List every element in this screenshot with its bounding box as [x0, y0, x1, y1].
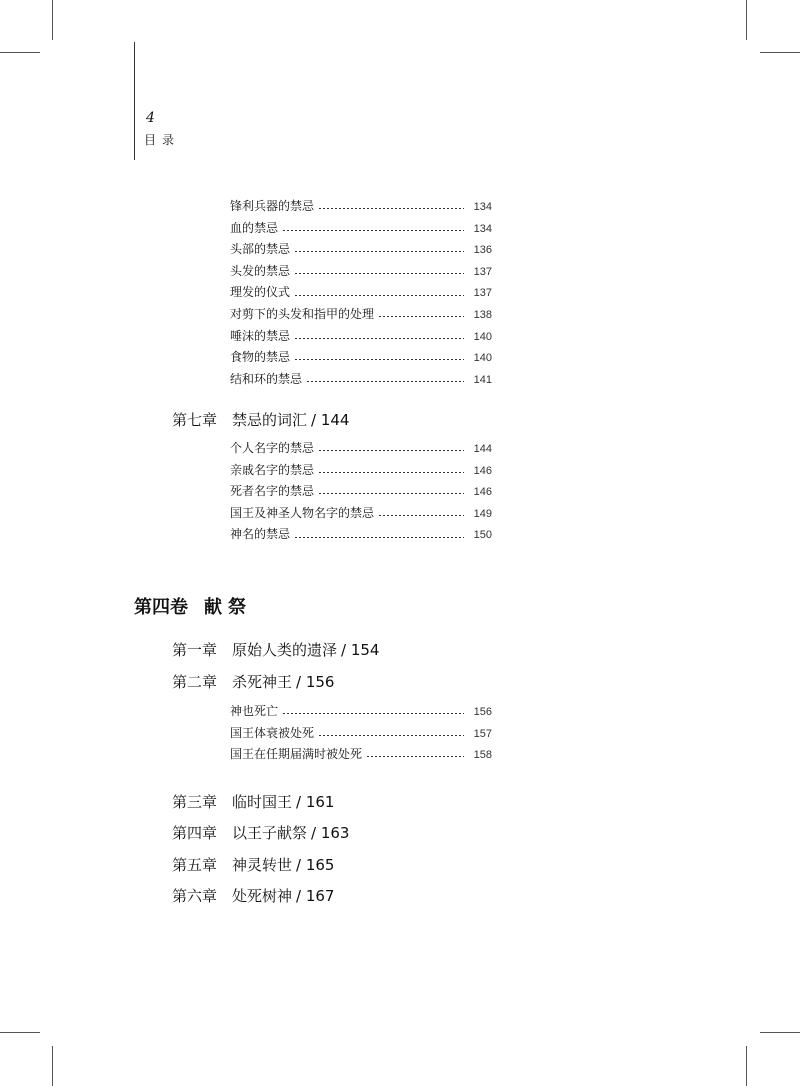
toc-entry[interactable] — [230, 744, 492, 766]
chapter-title: 以王子献祭 — [232, 824, 308, 842]
entry-title: 亲戚名字的禁忌 — [230, 462, 315, 477]
entry-title: 食物的禁忌 — [230, 350, 291, 365]
dot-leader — [282, 713, 464, 714]
entry-page-number: 136 — [473, 244, 492, 257]
chapter-heading[interactable] — [172, 821, 349, 845]
crop-mark — [760, 52, 800, 53]
chapter-label: 第五章 — [172, 856, 218, 874]
entry-title: 对剪下的头发和指甲的处理 — [230, 306, 375, 321]
chapter-title: 禁忌的词汇 — [232, 411, 308, 429]
entry-title: 国王及神圣人物名字的禁忌 — [230, 505, 375, 520]
crop-mark — [52, 1046, 53, 1086]
part-heading[interactable] — [134, 594, 252, 622]
entry-page-number: 134 — [473, 222, 492, 235]
chapter-heading[interactable] — [172, 790, 334, 814]
toc-entry[interactable] — [230, 218, 492, 240]
toc-entry[interactable] — [230, 347, 492, 369]
entry-page-number: 146 — [473, 464, 492, 477]
dot-leader — [294, 537, 464, 538]
chapter-heading[interactable] — [172, 638, 379, 662]
chapter-title: 神灵转世 — [232, 856, 293, 874]
chapter-page: / 163 — [311, 824, 350, 842]
dot-leader — [318, 472, 464, 473]
chapter-page: / 156 — [296, 673, 335, 691]
entry-page-number: 156 — [473, 706, 492, 718]
entry-title: 国王体衰被处死 — [230, 725, 315, 740]
entry-page-number: 140 — [473, 352, 492, 365]
toc-entry[interactable] — [230, 481, 492, 503]
chapter-page: / 154 — [341, 641, 380, 659]
dot-leader — [294, 338, 464, 339]
page-number: 4 — [146, 110, 155, 126]
chapter-label: 第一章 — [172, 641, 218, 659]
entry-title: 神名的禁忌 — [230, 527, 291, 542]
toc-entry[interactable] — [230, 196, 492, 218]
header-rule — [134, 42, 135, 160]
crop-mark — [746, 1046, 747, 1086]
dot-leader — [294, 359, 464, 360]
chapter-label: 第六章 — [172, 887, 218, 905]
dot-leader — [378, 316, 464, 317]
dot-leader — [318, 735, 464, 736]
entry-title: 头发的禁忌 — [230, 263, 291, 278]
part-label: 第四卷 — [134, 597, 188, 618]
entry-page-number: 157 — [473, 727, 492, 740]
entry-title: 血的禁忌 — [230, 220, 279, 235]
dot-leader — [282, 230, 464, 231]
dot-leader — [294, 273, 464, 274]
chapter-title: 原始人类的遗泽 — [232, 641, 338, 659]
entry-page-number: 138 — [473, 308, 492, 321]
chapter-heading[interactable] — [172, 884, 334, 908]
chapter-title: 临时国王 — [232, 793, 293, 811]
toc-entry[interactable] — [230, 701, 492, 723]
entry-title: 神也死亡 — [230, 704, 279, 718]
chapter-page: / 167 — [296, 887, 335, 905]
toc-entry[interactable] — [230, 261, 492, 283]
toc-entry[interactable] — [230, 369, 492, 391]
dot-leader — [318, 493, 464, 494]
entry-page-number: 141 — [473, 373, 492, 386]
chapter-heading[interactable] — [172, 670, 334, 694]
toc-entry[interactable] — [230, 326, 492, 348]
entry-page-number: 137 — [473, 287, 492, 300]
toc-entry[interactable] — [230, 282, 492, 304]
entry-page-number: 137 — [473, 265, 492, 278]
crop-mark — [746, 0, 747, 40]
section-list — [230, 701, 492, 766]
chapter-heading[interactable] — [172, 408, 349, 432]
dot-leader — [318, 208, 464, 209]
entry-title: 结和环的禁忌 — [230, 371, 303, 386]
crop-mark — [0, 1032, 40, 1033]
toc-entry[interactable] — [230, 503, 492, 525]
toc-entry[interactable] — [230, 723, 492, 745]
entry-page-number: 134 — [473, 201, 492, 213]
part-title: 献祭 — [204, 597, 252, 618]
toc-entry[interactable] — [230, 304, 492, 326]
dot-leader — [294, 295, 464, 296]
chapter-label: 第七章 — [172, 411, 218, 429]
toc-entry[interactable] — [230, 239, 492, 261]
entry-page-number: 144 — [473, 443, 492, 455]
crop-mark — [760, 1032, 800, 1033]
chapter-page: / 144 — [311, 411, 350, 429]
entry-title: 个人名字的禁忌 — [230, 441, 315, 455]
chapter-label: 第四章 — [172, 824, 218, 842]
chapter-label: 第二章 — [172, 673, 218, 691]
crop-mark — [52, 0, 53, 40]
running-title: 目录 — [144, 133, 181, 147]
entry-title: 唾沫的禁忌 — [230, 328, 291, 343]
dot-leader — [366, 756, 464, 757]
toc-entry[interactable] — [230, 524, 492, 546]
chapter-page: / 165 — [296, 856, 335, 874]
entry-title: 锋利兵器的禁忌 — [230, 199, 315, 213]
chapter-heading[interactable] — [172, 853, 334, 877]
entry-page-number: 149 — [473, 507, 492, 520]
toc-entry[interactable] — [230, 438, 492, 460]
dot-leader — [378, 515, 464, 516]
section-list — [230, 196, 492, 390]
entry-title: 理发的仪式 — [230, 285, 291, 300]
section-list — [230, 438, 492, 546]
entry-title: 死者名字的禁忌 — [230, 484, 315, 499]
entry-page-number: 146 — [473, 486, 492, 499]
chapter-title: 处死树神 — [232, 887, 293, 905]
entry-title: 国王在任期届满时被处死 — [230, 747, 363, 762]
dot-leader — [318, 450, 464, 451]
dot-leader — [294, 251, 464, 252]
chapter-label: 第三章 — [172, 793, 218, 811]
toc-entry[interactable] — [230, 460, 492, 482]
entry-page-number: 158 — [473, 749, 492, 762]
entry-page-number: 150 — [473, 529, 492, 542]
dot-leader — [306, 381, 464, 382]
entry-page-number: 140 — [473, 330, 492, 343]
chapter-page: / 161 — [296, 793, 335, 811]
chapter-title: 杀死神王 — [232, 673, 293, 691]
crop-mark — [0, 52, 40, 53]
entry-title: 头部的禁忌 — [230, 242, 291, 257]
